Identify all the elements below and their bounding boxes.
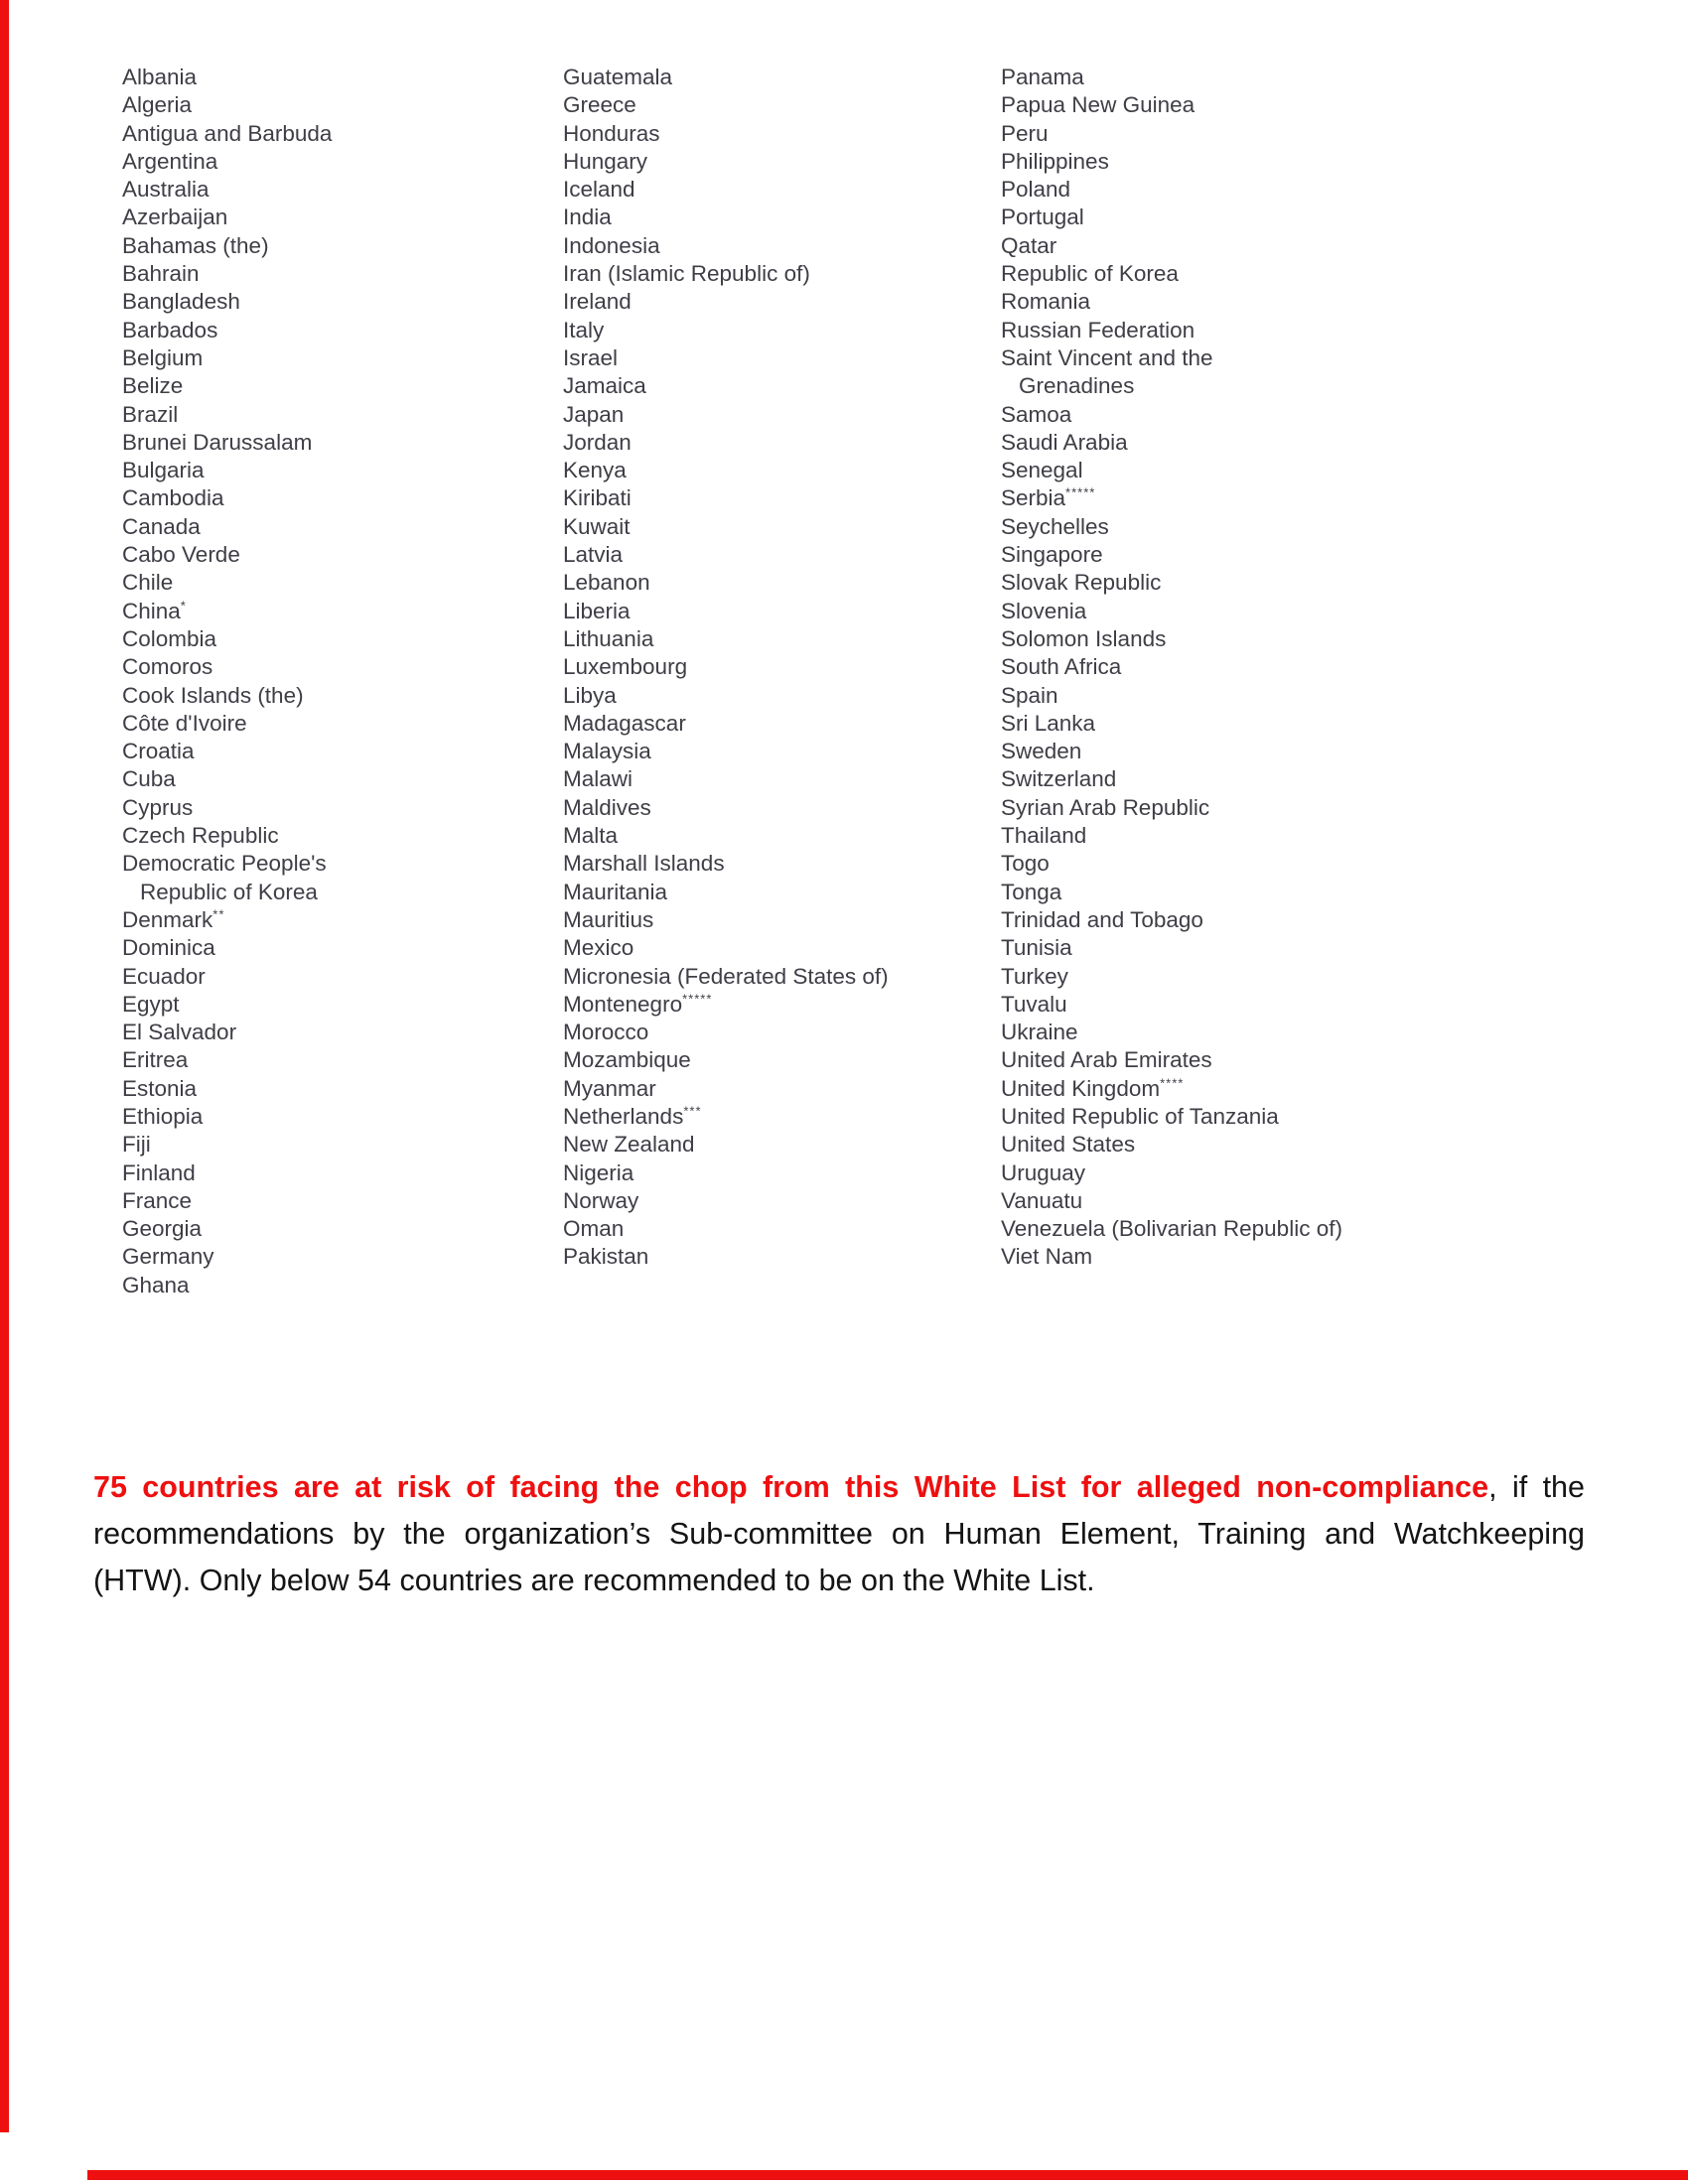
country-item: [1001, 765, 1342, 793]
country-name: Democratic People's: [122, 851, 327, 877]
country-item: [122, 317, 332, 344]
country-item: [1001, 120, 1342, 148]
country-item: [1001, 1215, 1342, 1243]
footnote-marker: *: [180, 598, 187, 614]
country-name: Slovak Republic: [1001, 570, 1162, 596]
country-item: [122, 765, 332, 793]
country-name: Chile: [122, 570, 174, 596]
country-name: Egypt: [122, 991, 180, 1017]
country-item: [563, 91, 889, 119]
country-name: Maldives: [563, 794, 651, 820]
country-column-1: [122, 64, 332, 1299]
country-name: Japan: [563, 401, 625, 427]
country-item: [563, 120, 889, 148]
country-item: [122, 963, 332, 991]
country-name: Solomon Islands: [1001, 625, 1167, 651]
white-list-note: [93, 1464, 1585, 1604]
country-name: Guatemala: [563, 65, 673, 89]
country-item: [122, 1215, 332, 1243]
country-item: [1001, 148, 1342, 176]
country-item: [1001, 625, 1342, 653]
country-item: [1001, 822, 1342, 850]
country-item: [1001, 963, 1342, 991]
country-item: [122, 822, 332, 850]
country-name: China: [122, 598, 181, 623]
country-name: Philippines: [1001, 148, 1109, 174]
country-item: [1001, 1160, 1342, 1187]
country-item: [563, 850, 889, 878]
country-name: Tuvalu: [1001, 991, 1067, 1017]
country-item: [563, 148, 889, 176]
country-item: [122, 91, 332, 119]
country-item: [1001, 401, 1342, 429]
country-item: [122, 541, 332, 569]
country-name: Syrian Arab Republic: [1001, 794, 1210, 820]
country-name: Slovenia: [1001, 598, 1087, 623]
country-item: [563, 738, 889, 765]
country-item: [122, 906, 332, 934]
country-name: Madagascar: [563, 710, 686, 736]
country-item: [563, 344, 889, 372]
country-item: [1001, 682, 1342, 710]
country-name: Argentina: [122, 148, 218, 174]
country-name: United Arab Emirates: [1001, 1047, 1212, 1073]
country-name: El Salvador: [122, 1020, 237, 1045]
country-item: [1001, 344, 1342, 372]
country-item: [1001, 1075, 1342, 1103]
country-name: Ethiopia: [122, 1103, 204, 1129]
country-name: Netherlands: [563, 1103, 684, 1129]
country-name: Micronesia (Federated States of): [563, 963, 889, 989]
footnote-marker: ****: [1160, 1075, 1185, 1091]
country-name: Czech Republic: [122, 823, 279, 849]
country-item: [1001, 457, 1342, 484]
country-item: [563, 176, 889, 204]
country-item: [122, 64, 332, 91]
country-item: [1001, 1019, 1342, 1046]
country-name: Finland: [122, 1160, 196, 1185]
country-item: [563, 288, 889, 316]
country-item: [563, 1160, 889, 1187]
country-item: [122, 232, 332, 260]
country-item: [563, 232, 889, 260]
country-name: Croatia: [122, 739, 195, 764]
country-name: Belize: [122, 373, 184, 399]
country-name: Serbia: [1001, 485, 1066, 511]
country-item: [563, 204, 889, 231]
country-name: Kiribati: [563, 485, 632, 511]
country-item: [563, 541, 889, 569]
country-name: Hungary: [563, 148, 648, 174]
country-name: Marshall Islands: [563, 851, 725, 877]
country-name: Canada: [122, 513, 201, 539]
country-name: Albania: [122, 65, 198, 89]
country-name: Malawi: [563, 766, 633, 792]
country-name: Latvia: [563, 542, 624, 568]
country-name: Italy: [563, 317, 605, 342]
country-name: Germany: [122, 1244, 214, 1270]
country-item: [122, 513, 332, 541]
country-name: United Republic of Tanzania: [1001, 1103, 1279, 1129]
country-name: Côte d'Ivoire: [122, 710, 247, 736]
country-item: [1001, 1187, 1342, 1215]
country-item: [122, 1160, 332, 1187]
country-item: [563, 710, 889, 738]
country-name: Brazil: [122, 401, 179, 427]
country-name: Greece: [563, 92, 636, 118]
bottom-border-line: [87, 2170, 1688, 2180]
country-name: Bahamas (the): [122, 232, 269, 258]
country-name: Brunei Darussalam: [122, 429, 313, 455]
country-name: Denmark: [122, 906, 213, 932]
country-item: [563, 1046, 889, 1074]
country-item: [563, 372, 889, 400]
country-item: [1001, 991, 1342, 1019]
country-item: [563, 484, 889, 512]
note-red-text: 75 countries are at risk of facing the chop from this White List for alleged non-compliance: [93, 1469, 1489, 1504]
country-item: [122, 1046, 332, 1074]
country-name: Azerbaijan: [122, 205, 228, 230]
country-name: Portugal: [1001, 205, 1084, 230]
country-item: [122, 1187, 332, 1215]
country-name: Pakistan: [563, 1244, 649, 1270]
country-item: [563, 429, 889, 457]
country-name: Bulgaria: [122, 458, 205, 483]
country-name: Kuwait: [563, 513, 631, 539]
country-item: [563, 569, 889, 597]
country-item: [563, 598, 889, 625]
country-name: Trinidad and Tobago: [1001, 906, 1203, 932]
country-name: Vanuatu: [1001, 1187, 1083, 1213]
country-name: South Africa: [1001, 654, 1122, 680]
country-name: Panama: [1001, 65, 1084, 89]
country-name: Venezuela (Bolivarian Republic of): [1001, 1216, 1342, 1242]
country-name: France: [122, 1187, 193, 1213]
country-name: Australia: [122, 177, 210, 203]
country-item: [1001, 288, 1342, 316]
country-item: [122, 1075, 332, 1103]
country-name: Comoros: [122, 654, 213, 680]
country-item-continued: Grenadines: [1019, 373, 1135, 399]
country-item: [122, 653, 332, 681]
country-item: [122, 625, 332, 653]
country-name: Switzerland: [1001, 766, 1117, 792]
country-item: [122, 260, 332, 288]
country-name: Republic of Korea: [1001, 261, 1179, 287]
country-name: Poland: [1001, 177, 1071, 203]
country-item: [563, 1243, 889, 1271]
country-name: Fiji: [122, 1132, 151, 1158]
country-name: Singapore: [1001, 542, 1103, 568]
country-item: [1001, 317, 1342, 344]
country-item: [122, 204, 332, 231]
country-name: Thailand: [1001, 823, 1087, 849]
country-item: [563, 963, 889, 991]
country-name: Indonesia: [563, 232, 660, 258]
country-item: [1001, 879, 1342, 906]
country-item: [122, 1243, 332, 1271]
country-item: [1001, 1046, 1342, 1074]
country-item: [563, 64, 889, 91]
country-item: [563, 822, 889, 850]
country-name: United States: [1001, 1132, 1136, 1158]
country-name: Turkey: [1001, 963, 1068, 989]
country-item: [122, 372, 332, 400]
country-item: [563, 1075, 889, 1103]
country-name: Myanmar: [563, 1075, 656, 1101]
country-name: Cuba: [122, 766, 176, 792]
country-item: [563, 625, 889, 653]
country-name: Sweden: [1001, 739, 1082, 764]
country-item: [122, 682, 332, 710]
country-item: [563, 401, 889, 429]
country-item: [1001, 91, 1342, 119]
country-name: Georgia: [122, 1216, 203, 1242]
country-name: Saint Vincent and the: [1001, 344, 1213, 370]
country-item: [1001, 598, 1342, 625]
country-item: [563, 1215, 889, 1243]
country-item: [563, 879, 889, 906]
country-name: Russian Federation: [1001, 317, 1196, 342]
country-item: [563, 682, 889, 710]
country-item: [122, 598, 332, 625]
note-black-text: , if the recommendations by the organization’s Sub-committee on Human Element, Training and Watchkeeping (HTW). Only below 54 countries are recommended to be on the White List.: [93, 1469, 1585, 1597]
country-item: [1001, 934, 1342, 962]
country-name: Iceland: [563, 177, 635, 203]
country-name: Mexico: [563, 935, 634, 961]
country-item: [1001, 232, 1342, 260]
country-name: Morocco: [563, 1020, 649, 1045]
country-item: [563, 991, 889, 1019]
country-item: [122, 484, 332, 512]
country-item: [122, 1131, 332, 1159]
country-item: [1001, 484, 1342, 512]
country-name: Belgium: [122, 344, 204, 370]
country-item: [563, 1187, 889, 1215]
country-item: [563, 794, 889, 822]
country-name: Spain: [1001, 682, 1058, 708]
country-item: [563, 906, 889, 934]
footnote-marker: ***: [683, 1103, 702, 1119]
country-item: [1001, 1243, 1342, 1271]
country-item: [1001, 429, 1342, 457]
country-name: Qatar: [1001, 232, 1057, 258]
country-name: Sri Lanka: [1001, 710, 1096, 736]
footnote-marker: **: [212, 906, 225, 922]
country-name: New Zealand: [563, 1132, 695, 1158]
country-item: [1001, 541, 1342, 569]
country-item: [122, 1103, 332, 1131]
country-name: Oman: [563, 1216, 625, 1242]
country-name: Honduras: [563, 120, 660, 146]
country-name: Algeria: [122, 92, 193, 118]
country-item: [563, 934, 889, 962]
country-item: [122, 148, 332, 176]
country-item: [563, 765, 889, 793]
country-name: Jordan: [563, 429, 632, 455]
country-item: [122, 1272, 332, 1299]
footnote-marker: *****: [1065, 484, 1096, 500]
country-name: Papua New Guinea: [1001, 92, 1196, 118]
country-item: [563, 653, 889, 681]
country-name: Cabo Verde: [122, 542, 240, 568]
country-item: [1001, 710, 1342, 738]
country-name: Viet Nam: [1001, 1244, 1093, 1270]
country-name: Seychelles: [1001, 513, 1109, 539]
country-name: Iran (Islamic Republic of): [563, 261, 810, 287]
country-name: Eritrea: [122, 1047, 189, 1073]
country-item: [1001, 513, 1342, 541]
country-item: [563, 1103, 889, 1131]
country-name: Ghana: [122, 1272, 190, 1297]
country-item: [1001, 176, 1342, 204]
country-column-3: [1001, 64, 1342, 1272]
country-item: [1001, 204, 1342, 231]
footnote-marker: *****: [682, 991, 713, 1007]
country-name: Antigua and Barbuda: [122, 120, 333, 146]
country-name: Mauritius: [563, 906, 654, 932]
country-name: United Kingdom: [1001, 1075, 1161, 1101]
country-name: Tunisia: [1001, 935, 1072, 961]
country-name: Israel: [563, 344, 619, 370]
country-name: Mozambique: [563, 1047, 691, 1073]
country-name: Liberia: [563, 598, 631, 623]
country-item: [122, 1019, 332, 1046]
country-name: Malta: [563, 823, 619, 849]
country-name: Peru: [1001, 120, 1049, 146]
country-item: [1001, 64, 1342, 91]
country-name: Jamaica: [563, 373, 646, 399]
country-name: Saudi Arabia: [1001, 429, 1128, 455]
country-name: Senegal: [1001, 458, 1083, 483]
country-column-2: [563, 64, 889, 1272]
country-item: [122, 401, 332, 429]
country-item: [1001, 569, 1342, 597]
country-name: Ukraine: [1001, 1020, 1078, 1045]
country-item: [1001, 653, 1342, 681]
country-item: [122, 794, 332, 822]
country-item: [122, 120, 332, 148]
country-item: [563, 1131, 889, 1159]
country-name: Lebanon: [563, 570, 650, 596]
country-name: Togo: [1001, 851, 1050, 877]
country-item: [122, 569, 332, 597]
country-item: [1001, 1131, 1342, 1159]
country-name: Estonia: [122, 1075, 198, 1101]
country-name: Barbados: [122, 317, 218, 342]
country-name: Cambodia: [122, 485, 224, 511]
country-name: Dominica: [122, 935, 215, 961]
country-name: Norway: [563, 1187, 639, 1213]
country-item: [1001, 1103, 1342, 1131]
left-border-line: [0, 0, 9, 2132]
country-name: Tonga: [1001, 879, 1062, 904]
country-item: [122, 934, 332, 962]
country-item: [122, 429, 332, 457]
country-name: Nigeria: [563, 1160, 634, 1185]
country-item: [1001, 906, 1342, 934]
country-item: [1001, 794, 1342, 822]
country-name: Malaysia: [563, 739, 651, 764]
country-name: Mauritania: [563, 879, 668, 904]
country-name: Bangladesh: [122, 289, 240, 315]
country-item: [122, 457, 332, 484]
country-item: [563, 1019, 889, 1046]
country-name: Montenegro: [563, 991, 683, 1017]
country-item: [122, 991, 332, 1019]
country-item-continued: Republic of Korea: [140, 879, 318, 904]
country-name: Ecuador: [122, 963, 206, 989]
country-item: [122, 850, 332, 878]
country-name: Libya: [563, 682, 617, 708]
country-item: [563, 260, 889, 288]
country-name: Luxembourg: [563, 654, 688, 680]
country-name: Uruguay: [1001, 1160, 1086, 1185]
country-name: Bahrain: [122, 261, 200, 287]
country-name: Colombia: [122, 625, 217, 651]
country-item: [1001, 850, 1342, 878]
country-item: [563, 457, 889, 484]
country-name: Samoa: [1001, 401, 1072, 427]
country-item: [122, 176, 332, 204]
country-name: Romania: [1001, 289, 1091, 315]
country-name: Kenya: [563, 458, 627, 483]
country-name: Cyprus: [122, 794, 194, 820]
country-item: [563, 317, 889, 344]
country-name: India: [563, 205, 612, 230]
country-name: Cook Islands (the): [122, 682, 304, 708]
country-item: [122, 288, 332, 316]
country-item: [122, 710, 332, 738]
country-item: [563, 513, 889, 541]
country-item: [122, 738, 332, 765]
country-name: Ireland: [563, 289, 632, 315]
country-item: [1001, 738, 1342, 765]
country-name: Lithuania: [563, 625, 654, 651]
country-item: [122, 344, 332, 372]
country-item: [1001, 260, 1342, 288]
